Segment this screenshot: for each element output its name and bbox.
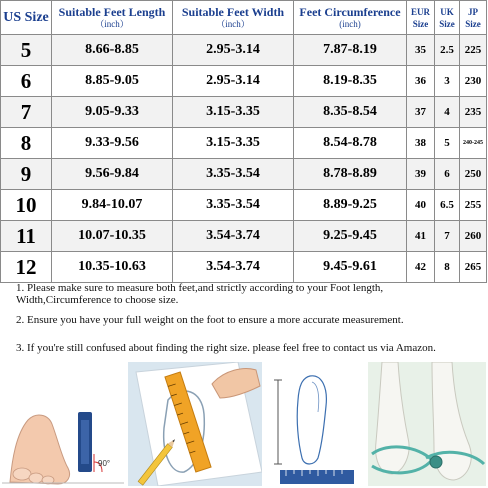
cell-eur-size: 41	[407, 221, 435, 252]
cell-feet-circumference: 8.19-8.35	[294, 66, 407, 97]
foot-wall-illustration	[2, 362, 124, 486]
cell-jp-size: 225	[460, 35, 487, 66]
cell-uk-size: 4	[435, 97, 460, 128]
cell-feet-circumference: 9.25-9.45	[294, 221, 407, 252]
header-feet-circumference: Feet Circumference (inch)	[294, 1, 407, 35]
cell-feet-length: 10.07-10.35	[52, 221, 173, 252]
ruler-hand-illustration	[128, 362, 262, 486]
table-row	[1, 66, 487, 97]
cell-feet-circumference: 8.54-8.78	[294, 128, 407, 159]
cell-uk-size: 7	[435, 221, 460, 252]
cell-jp-size: 235	[460, 97, 487, 128]
header-us-size: US Size	[1, 1, 52, 35]
cell-us-size: 10	[1, 190, 52, 221]
cell-eur-size: 35	[407, 35, 435, 66]
cell-feet-circumference: 8.35-8.54	[294, 97, 407, 128]
cell-jp-size: 250	[460, 159, 487, 190]
feet-tape-measure-illustration	[368, 362, 486, 486]
table-row	[1, 252, 487, 283]
cell-jp-size: 265	[460, 252, 487, 283]
cell-jp-size: 260	[460, 221, 487, 252]
cell-feet-length: 9.56-9.84	[52, 159, 173, 190]
header-uk-size: UK Size	[435, 1, 460, 35]
cell-feet-width: 3.54-3.74	[173, 252, 294, 283]
cell-feet-length: 9.05-9.33	[52, 97, 173, 128]
angle-label: 90°	[98, 459, 111, 468]
cell-uk-size: 6	[435, 159, 460, 190]
cell-us-size: 7	[1, 97, 52, 128]
cell-feet-length: 9.33-9.56	[52, 128, 173, 159]
cell-eur-size: 37	[407, 97, 435, 128]
cell-uk-size: 6.5	[435, 190, 460, 221]
cell-feet-width: 3.15-3.35	[173, 128, 294, 159]
cell-us-size: 6	[1, 66, 52, 97]
table-row	[1, 97, 487, 128]
cell-uk-size: 8	[435, 252, 460, 283]
cell-eur-size: 42	[407, 252, 435, 283]
cell-feet-width: 2.95-3.14	[173, 66, 294, 97]
table-header-row	[1, 1, 487, 35]
cell-jp-size: 255	[460, 190, 487, 221]
cell-feet-width: 3.54-3.74	[173, 221, 294, 252]
table-row	[1, 221, 487, 252]
note-full-weight: 2. Ensure you have your full weight on the foot to ensure a more accurate measurement.	[16, 314, 404, 326]
header-feet-length: Suitable Feet Length （inch）	[52, 1, 173, 35]
cell-us-size: 8	[1, 128, 52, 159]
cell-uk-size: 3	[435, 66, 460, 97]
header-feet-width: Suitable Feet Width （inch）	[173, 1, 294, 35]
cell-feet-circumference: 9.45-9.61	[294, 252, 407, 283]
foot-outline-scale-illustration	[266, 362, 362, 486]
cell-feet-circumference: 7.87-8.19	[294, 35, 407, 66]
cell-feet-width: 3.35-3.54	[173, 190, 294, 221]
cell-feet-length: 9.84-10.07	[52, 190, 173, 221]
table-row	[1, 128, 487, 159]
cell-feet-width: 3.15-3.35	[173, 97, 294, 128]
cell-eur-size: 39	[407, 159, 435, 190]
cell-eur-size: 36	[407, 66, 435, 97]
cell-us-size: 9	[1, 159, 52, 190]
cell-uk-size: 2.5	[435, 35, 460, 66]
header-eur-size: EUR Size	[407, 1, 435, 35]
cell-feet-length: 10.35-10.63	[52, 252, 173, 283]
table-row	[1, 35, 487, 66]
cell-feet-width: 3.35-3.54	[173, 159, 294, 190]
cell-eur-size: 40	[407, 190, 435, 221]
cell-us-size: 12	[1, 252, 52, 283]
cell-feet-width: 2.95-3.14	[173, 35, 294, 66]
cell-jp-size: 240-245	[460, 128, 487, 159]
note-measure-both-feet: 1. Please make sure to measure both feet,and strictly according to your Foot length, Width,Circumference to choose size.	[16, 282, 384, 306]
table-row	[1, 159, 487, 190]
cell-jp-size: 230	[460, 66, 487, 97]
table-row	[1, 190, 487, 221]
cell-us-size: 5	[1, 35, 52, 66]
cell-feet-length: 8.85-9.05	[52, 66, 173, 97]
header-jp-size: JP Size	[460, 1, 487, 35]
note-contact-us: 3. If you're still confused about finding the right size. please feel free to contact us via Amazon.	[16, 342, 436, 354]
cell-us-size: 11	[1, 221, 52, 252]
cell-uk-size: 5	[435, 128, 460, 159]
cell-eur-size: 38	[407, 128, 435, 159]
cell-feet-circumference: 8.78-8.89	[294, 159, 407, 190]
cell-feet-length: 8.66-8.85	[52, 35, 173, 66]
cell-feet-circumference: 8.89-9.25	[294, 190, 407, 221]
